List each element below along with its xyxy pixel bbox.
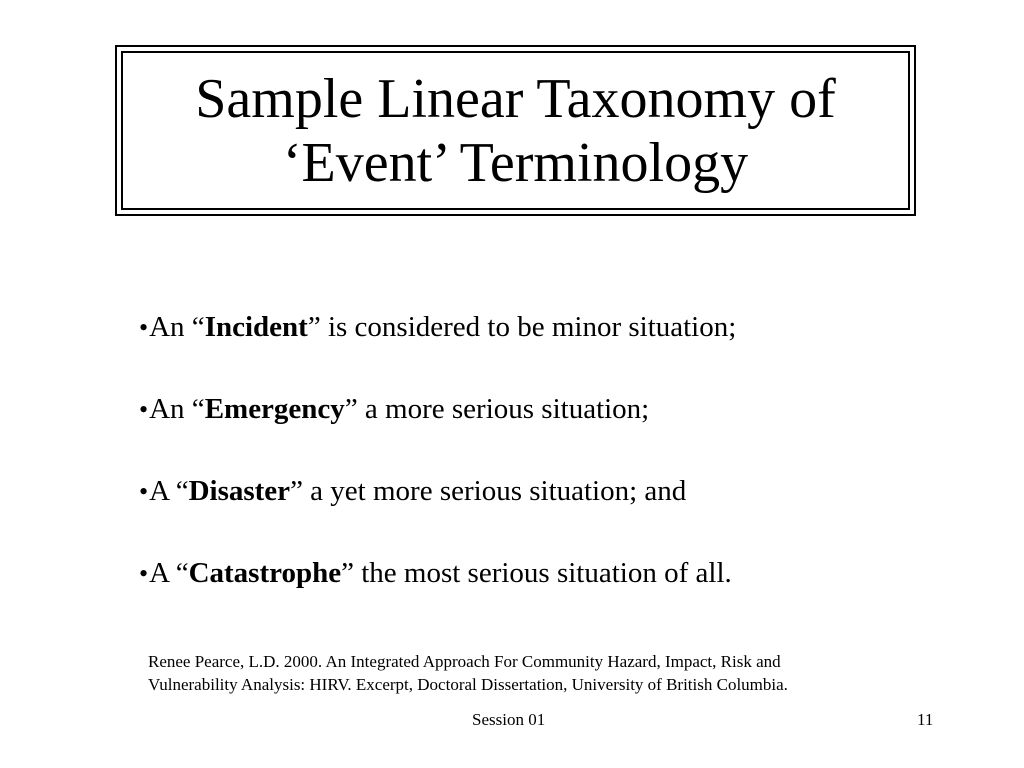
bullet-term: Emergency — [204, 393, 345, 425]
bullet-catastrophe — [139, 549, 939, 597]
bullet-dot-icon: • — [139, 559, 149, 588]
bullet-suffix: ” the most serious situation of all. — [341, 557, 732, 589]
bullet-prefix: A “ — [149, 475, 189, 507]
title-frame-inner — [121, 51, 910, 210]
bullet-prefix: A “ — [149, 557, 189, 589]
slide-title-line-1: Sample Linear Taxonomy of — [195, 67, 836, 130]
bullet-emergency — [139, 385, 939, 433]
bullet-suffix: ” a more serious situation; — [344, 393, 650, 425]
footer-session-label: Session 01 — [472, 710, 546, 729]
bullet-suffix: ” a yet more serious situation; and — [290, 475, 687, 507]
bullet-incident — [139, 303, 939, 351]
bullet-list — [139, 303, 939, 631]
bullet-disaster — [139, 467, 939, 515]
bullet-term: Disaster — [188, 475, 291, 507]
bullet-dot-icon: • — [139, 477, 149, 506]
bullet-dot-icon: • — [139, 313, 149, 342]
title-frame — [115, 45, 916, 216]
footer-page-number: 11 — [917, 710, 934, 729]
bullet-term: Incident — [204, 311, 308, 343]
bullet-prefix: An “ — [149, 393, 205, 425]
citation — [148, 650, 918, 696]
bullet-prefix: An “ — [149, 311, 205, 343]
citation-line-1: Renee Pearce, L.D. 2000. An Integrated Approach For Community Hazard, Impact, Risk and — [148, 652, 781, 671]
citation-line-2: Vulnerability Analysis: HIRV. Excerpt, Doctoral Dissertation, University of British Columbia. — [148, 675, 788, 694]
slide-title-line-2: ‘Event’ Terminology — [282, 131, 749, 194]
bullet-term: Catastrophe — [188, 557, 342, 589]
slide-title — [195, 67, 835, 195]
bullet-suffix: ” is considered to be minor situation; — [307, 311, 737, 343]
bullet-dot-icon: • — [139, 395, 149, 424]
